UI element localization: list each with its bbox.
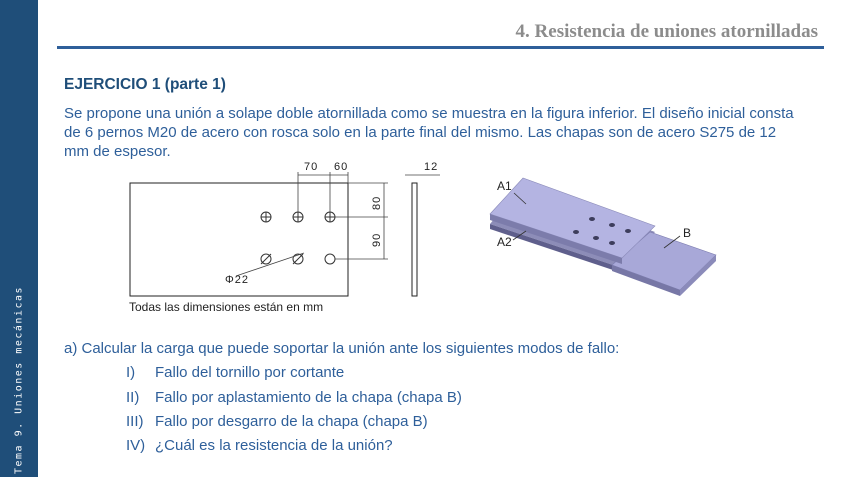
dim-60: 60 [334,161,349,173]
bolt-holes [261,212,335,264]
label-b: B [683,226,692,240]
exercise-title: EJERCICIO 1 (parte 1) [64,76,226,93]
label-a1: A1 [497,179,512,193]
dim-70: 70 [304,161,319,173]
exercise-statement: Se propone una unión a solape doble atornillada como se muestra en la figura inferior. El diseño inicial consta de 6 pernos M20 de acero con rosca solo en la parte final del mismo. Las chapas son de acero S275 de 12 mm de espesor. [64,105,794,160]
plate-side-view [412,183,417,296]
label-a2: A2 [497,235,512,249]
bolt-hole [325,254,335,264]
dim-80: 80 [371,195,383,210]
list-item: II) Fallo por aplastamiento de la chapa (chapa B) [126,389,462,406]
list-item: IV) ¿Cuál es la resistencia de la unión? [126,437,393,454]
list-item: III) Fallo por desgarro de la chapa (chapa B) [126,413,428,430]
section-title: 4. Resistencia de uniones atornilladas [515,21,818,42]
sidebar-topic-label: Tema 9. Uniones mecánicas [13,285,25,475]
dim-hole-diameter: Φ22 [225,274,250,286]
question-a: a) Calcular la carga que puede soportar la unión ante los siguientes modos de fallo: [64,340,620,357]
dim-12: 12 [424,161,439,173]
figure-caption: Todas las dimensiones están en mm [129,300,324,314]
dimension-lines [236,172,440,276]
list-item: I) Fallo del tornillo por cortante [126,364,345,381]
dim-90: 90 [371,232,383,247]
